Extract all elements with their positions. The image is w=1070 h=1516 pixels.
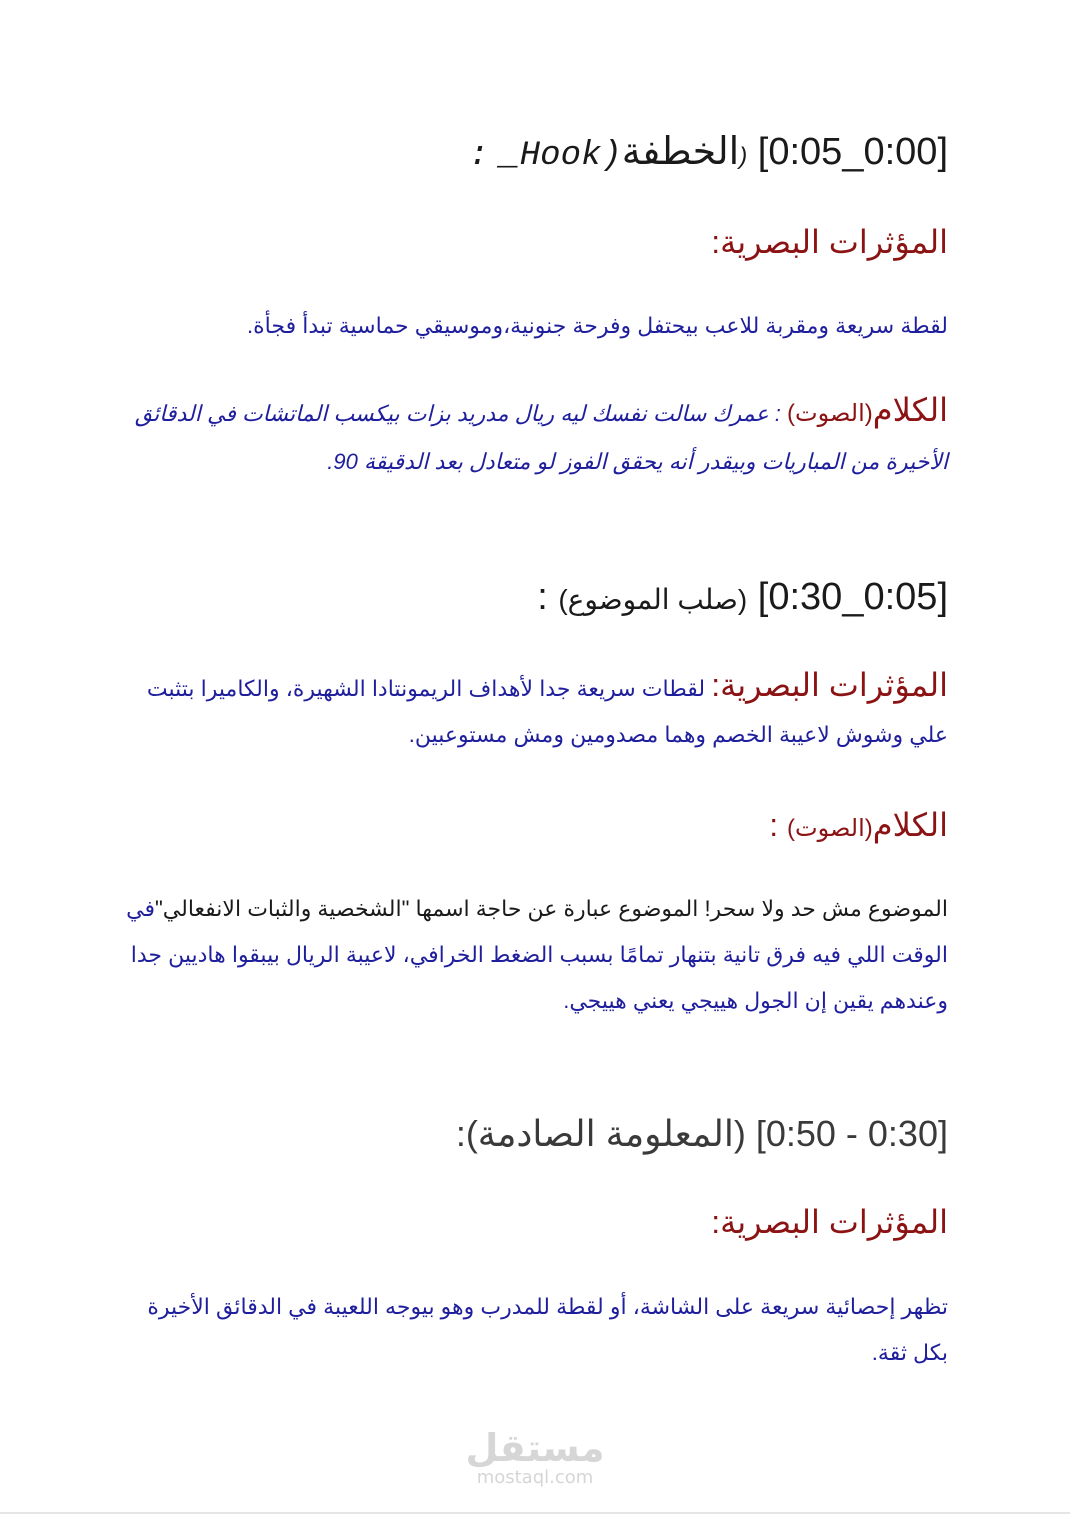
section1-paren-open: (: [739, 143, 748, 170]
page-bottom-divider: [0, 1512, 1070, 1514]
section2-speech-label-line: [118, 805, 948, 849]
section1-speech-label: الكلام: [872, 392, 948, 428]
section3-heading: [0:30 - 0:50] (المعلومة الصادمة):: [455, 1113, 948, 1154]
section1-visual-text: لقطة سريعة ومقربة للاعب بيحتفل وفرحة جنونية،وموسيقي حماسية تبدأ فجأة.: [247, 313, 948, 338]
section1-visual-label: المؤثرات البصرية:: [711, 224, 948, 260]
watermark-latin: mostaql.com: [476, 1467, 594, 1488]
section1-hook: _Hook): [499, 137, 622, 175]
section2-colon: :: [537, 576, 548, 618]
section2-speech-text-dark: الموضوع مش حد ولا سحر! الموضوع عبارة عن حاجة اسمها "الشخصية والثبات الانفعالي": [155, 896, 948, 921]
section2-speech-label-paren: (الصوت): [787, 815, 873, 842]
section2-subtitle: (صلب الموضوع): [558, 584, 748, 615]
watermark-arabic: مستقل: [465, 1426, 605, 1470]
section2-visual-text: لقطات سريعة جدا لأهداف الريمونتادا الشهيرة، والكاميرا بتثبت علي وشوش لاعيبة الخصم وهما مصدومين ومش مستوعبين.: [146, 676, 948, 747]
section1-speech: [118, 386, 948, 486]
mostaql-watermark: [465, 1428, 605, 1488]
section1-colon: :: [468, 137, 489, 175]
section2-visual-label: المؤثرات البصرية:: [711, 667, 948, 703]
section2-speech-text-blue: في الوقت اللي فيه فرق تانية بتنهار تمامًا بسبب الضغط الخرافي، لاعيبة الريال بيبقوا هاديين جدا وعندهم يقين إن الجول هييجي يعني هييجي.: [126, 896, 948, 1013]
section2-time: [0:05_0:30]: [757, 576, 948, 618]
section2-heading: [118, 575, 948, 622]
section1-title: الخطفة: [621, 131, 740, 173]
section1-speech-label-paren: (الصوت): [787, 400, 873, 427]
section1-speech-text: : عمرك سالت نفسك ليه ريال مدريد بزات بيكسب الماتشات في الدقائق الأخيرة من المباريات وبيقدر أنه يحقق الفوز لو متعادل بعد الدقيقة 90.: [134, 401, 948, 474]
section2-speech-text: [118, 886, 948, 1024]
section2-speech-label: الكلام: [872, 807, 948, 843]
section2-visual: [118, 662, 948, 758]
section2-speech-colon: :: [769, 807, 779, 843]
section1-time: [0:00_0:05]: [757, 131, 948, 173]
section3-visual-text: تظهر إحصائية سريعة على الشاشة، أو لقطة للمدرب وهو بيوجه اللعيبة في الدقائق الأخيرة بكل ثقة.: [147, 1294, 948, 1365]
section3-visual-label: المؤثرات البصرية:: [711, 1204, 948, 1240]
section1-heading: [118, 130, 948, 179]
